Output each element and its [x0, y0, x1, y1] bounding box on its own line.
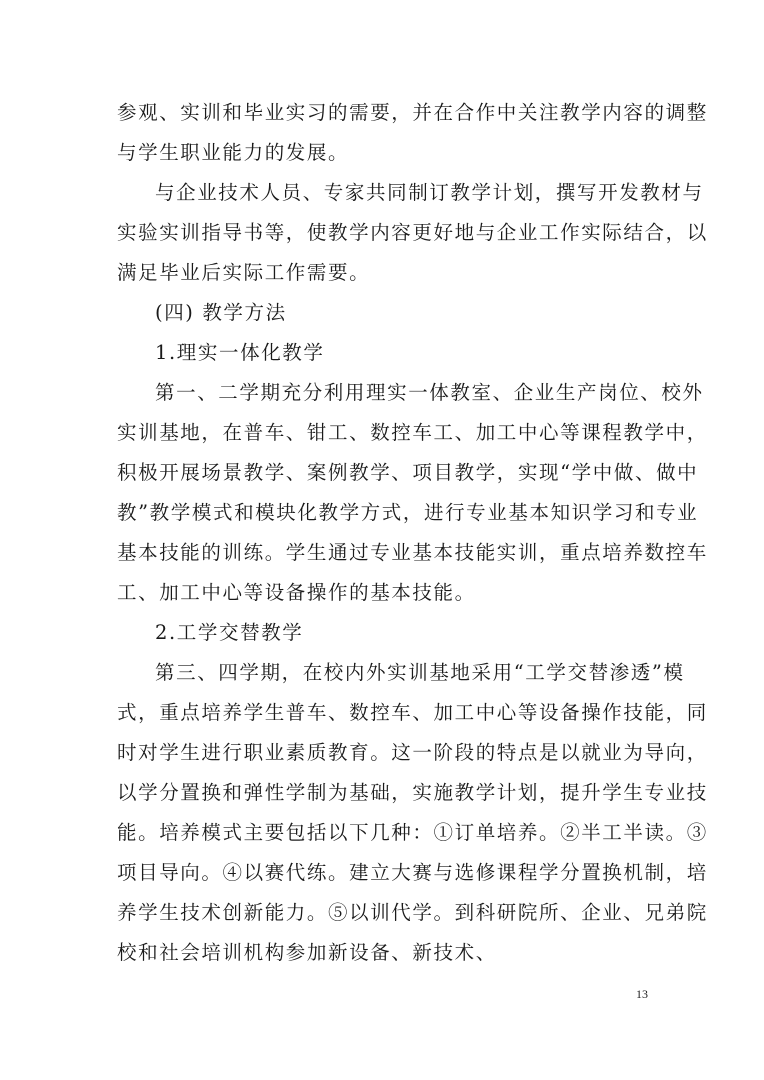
text-line: 时对学生进行职业素质教育。这一阶段的特点是以就业为导向， — [117, 741, 708, 764]
text-line: 与学生职业能力的发展。 — [117, 141, 350, 164]
text-line: 养学生技术创新能力。⑤以训代学。到科研院所、企业、兄弟院 — [117, 901, 708, 924]
paragraph-first-line: 与企业技术人员、专家共同制订教学计划，撰写开发教材与 — [155, 181, 704, 204]
subsection-heading: 2.工学交替教学 — [155, 621, 304, 644]
paragraph-first-line: 第三、四学期，在校内外实训基地采用“工学交替渗透”模 — [155, 661, 685, 684]
text-line: 实验实训指导书等，使教学内容更好地与企业工作实际结合，以 — [117, 221, 708, 244]
text-line: 项目导向。④以赛代练。建立大赛与选修课程学分置换机制，培 — [117, 861, 708, 884]
text-line: 积极开展场景教学、案例教学、项目教学，实现“学中做、做中 — [117, 461, 699, 484]
text-line: 能。培养模式主要包括以下几种：①订单培养。②半工半读。③ — [117, 821, 708, 844]
text-line: 校和社会培训机构参加新设备、新技术、 — [117, 941, 497, 964]
paragraph-first-line: 第一、二学期充分利用理实一体教室、企业生产岗位、校外 — [155, 381, 704, 404]
text-line: 基本技能的训练。学生通过专业基本技能实训，重点培养数控车 — [117, 541, 708, 564]
text-line: 教”教学模式和模块化教学方式，进行专业基本知识学习和专业 — [117, 501, 699, 524]
text-line: 实训基地，在普车、钳工、数控车工、加工中心等课程教学中， — [117, 421, 708, 444]
page-number: 13 — [636, 987, 648, 1001]
subsection-heading: 1.理实一体化教学 — [155, 341, 325, 364]
text-line: 工、加工中心等设备操作的基本技能。 — [117, 581, 476, 604]
text-line: 式，重点培养学生普车、数控车、加工中心等设备操作技能，同 — [117, 701, 708, 724]
text-line: 参观、实训和毕业实习的需要，并在合作中关注教学内容的调整 — [117, 101, 708, 124]
text-line: 满足毕业后实际工作需要。 — [117, 261, 371, 284]
section-heading: (四) 教学方法 — [155, 301, 287, 324]
text-line: 以学分置换和弹性学制为基础，实施教学计划，提升学生专业技 — [117, 781, 708, 804]
